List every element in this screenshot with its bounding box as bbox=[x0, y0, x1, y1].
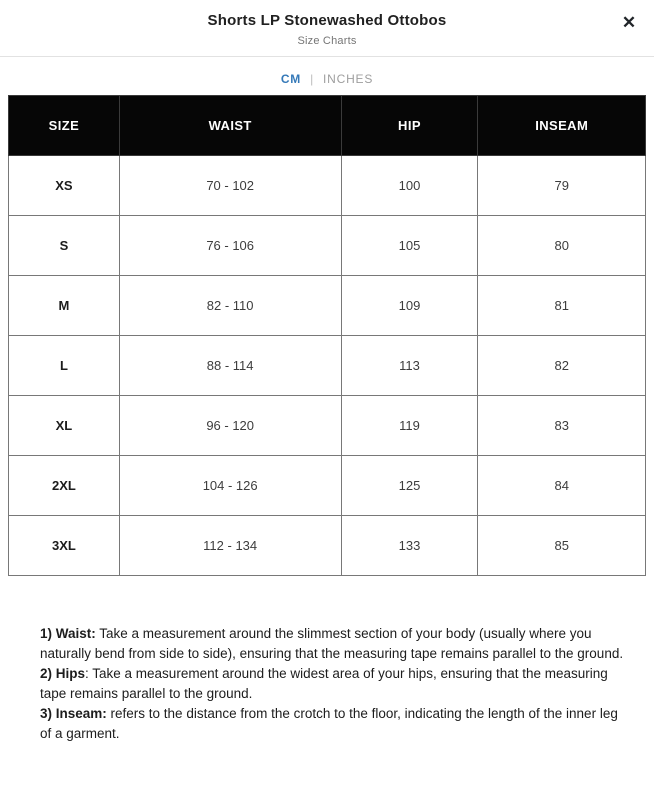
note-inseam-label: 3) Inseam: bbox=[40, 706, 107, 721]
hip-value: 125 bbox=[341, 456, 478, 516]
size-value: XS bbox=[9, 156, 120, 216]
column-header-inseam: INSEAM bbox=[478, 96, 646, 156]
note-waist-text: Take a measurement around the slimmest section of your body (usually where you naturally bend from side to side), ensuring that the measuring tape remains parallel to the ground. bbox=[40, 626, 624, 661]
table-row bbox=[9, 276, 646, 336]
note-inseam bbox=[40, 704, 630, 744]
column-header-size: SIZE bbox=[9, 96, 120, 156]
size-value: S bbox=[9, 216, 120, 276]
inseam-value: 82 bbox=[478, 336, 646, 396]
hip-value: 105 bbox=[341, 216, 478, 276]
hip-value: 133 bbox=[341, 516, 478, 576]
size-value: M bbox=[9, 276, 120, 336]
note-hips bbox=[40, 664, 630, 704]
waist-value: 104 - 126 bbox=[119, 456, 341, 516]
measurement-notes bbox=[40, 624, 630, 744]
waist-value: 82 - 110 bbox=[119, 276, 341, 336]
hip-value: 100 bbox=[341, 156, 478, 216]
close-button[interactable] bbox=[616, 10, 642, 36]
unit-toggle bbox=[0, 57, 654, 95]
waist-value: 112 - 134 bbox=[119, 516, 341, 576]
inseam-value: 79 bbox=[478, 156, 646, 216]
note-hips-text: : Take a measurement around the widest area of your hips, ensuring that the measuring tape remains parallel to the ground. bbox=[40, 666, 608, 701]
size-chart-table bbox=[8, 95, 646, 576]
inseam-value: 85 bbox=[478, 516, 646, 576]
unit-toggle-separator: | bbox=[310, 72, 315, 86]
table-row bbox=[9, 516, 646, 576]
table-row bbox=[9, 336, 646, 396]
inseam-value: 80 bbox=[478, 216, 646, 276]
table-row bbox=[9, 456, 646, 516]
unit-option-cm[interactable]: CM bbox=[280, 72, 302, 86]
note-hips-label: 2) Hips bbox=[40, 666, 86, 681]
hip-value: 113 bbox=[341, 336, 478, 396]
unit-option-inches[interactable]: INCHES bbox=[323, 72, 374, 86]
close-icon: ✕ bbox=[621, 13, 637, 32]
column-header-hip: HIP bbox=[341, 96, 478, 156]
waist-value: 96 - 120 bbox=[119, 396, 341, 456]
note-waist-label: 1) Waist: bbox=[40, 626, 96, 641]
size-value: 3XL bbox=[9, 516, 120, 576]
table-header-row bbox=[9, 96, 646, 156]
inseam-value: 83 bbox=[478, 396, 646, 456]
waist-value: 70 - 102 bbox=[119, 156, 341, 216]
table-row bbox=[9, 216, 646, 276]
size-value: 2XL bbox=[9, 456, 120, 516]
modal-header bbox=[0, 0, 654, 57]
note-inseam-text: refers to the distance from the crotch to the floor, indicating the length of the inner leg of a garment. bbox=[40, 706, 618, 741]
page-title: Shorts LP Stonewashed Ottobos bbox=[207, 12, 447, 29]
hip-value: 119 bbox=[341, 396, 478, 456]
column-header-waist: WAIST bbox=[119, 96, 341, 156]
size-value: L bbox=[9, 336, 120, 396]
page-subtitle: Size Charts bbox=[297, 35, 357, 47]
inseam-value: 84 bbox=[478, 456, 646, 516]
waist-value: 88 - 114 bbox=[119, 336, 341, 396]
waist-value: 76 - 106 bbox=[119, 216, 341, 276]
note-waist bbox=[40, 624, 630, 664]
inseam-value: 81 bbox=[478, 276, 646, 336]
table-row bbox=[9, 396, 646, 456]
table-row bbox=[9, 156, 646, 216]
hip-value: 109 bbox=[341, 276, 478, 336]
size-value: XL bbox=[9, 396, 120, 456]
